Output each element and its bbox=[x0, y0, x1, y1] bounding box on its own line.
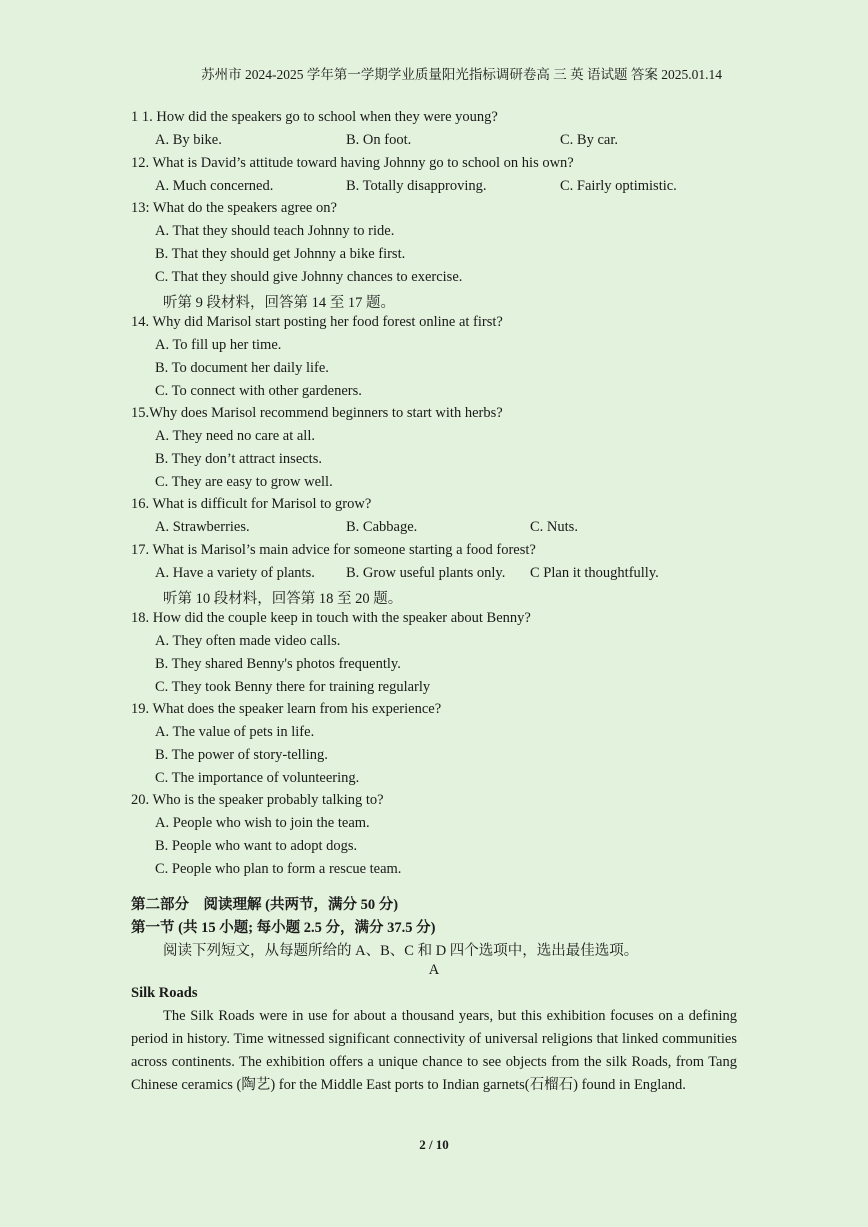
option: A. They need no care at all. bbox=[155, 428, 315, 444]
option: B. On foot. bbox=[346, 132, 412, 148]
option: B. They shared Benny's photos frequently. bbox=[155, 656, 401, 672]
option: B. The power of story-telling. bbox=[155, 747, 328, 763]
option: A. To fill up her time. bbox=[155, 337, 282, 353]
question-18: 18. How did the couple keep in touch with the speaker about Benny? bbox=[131, 610, 531, 626]
option: C. To connect with other gardeners. bbox=[155, 383, 362, 399]
reading-directions: 阅读下列短文，从每题所给的 A、B、C 和 D 四个选项中，选出最佳选项。 bbox=[163, 943, 639, 959]
passage-title: Silk Roads bbox=[131, 985, 198, 1001]
option: B. Grow useful plants only. bbox=[346, 565, 506, 581]
option: A. They often made video calls. bbox=[155, 633, 341, 649]
option: B. People who want to adopt dogs. bbox=[155, 838, 358, 854]
section1-title: 第一节 (共 15 小题; 每小题 2.5 分，满分 37.5 分) bbox=[131, 920, 436, 936]
question-20: 20. Who is the speaker probably talking to? bbox=[131, 792, 384, 808]
option: B. To document her daily life. bbox=[155, 360, 329, 376]
option: C. They took Benny there for training regularly bbox=[155, 679, 431, 695]
option: C. By car. bbox=[560, 132, 618, 148]
option: C. Nuts. bbox=[530, 519, 578, 535]
option: C Plan it thoughtfully. bbox=[530, 565, 659, 581]
question-11: 1 1. How did the speakers go to school when they were young? bbox=[131, 109, 498, 125]
option: C. People who plan to form a rescue team. bbox=[155, 861, 402, 877]
question-17: 17. What is Marisol’s main advice for someone starting a food forest? bbox=[131, 542, 536, 558]
question-13: 13: What do the speakers agree on? bbox=[131, 200, 337, 216]
option: A. Strawberries. bbox=[155, 519, 250, 535]
page-number: 2 / 10 bbox=[419, 1137, 449, 1152]
listening-instruction-9: 听第 9 段材料，回答第 14 至 17 题。 bbox=[163, 295, 395, 311]
option: B. They don’t attract insects. bbox=[155, 451, 322, 467]
option: B. That they should get Johnny a bike first. bbox=[155, 246, 406, 262]
option: C. The importance of volunteering. bbox=[155, 770, 360, 786]
question-12: 12. What is David’s attitude toward having Johnny go to school on his own? bbox=[131, 155, 574, 171]
passage-body bbox=[131, 1005, 737, 1097]
option: C. That they should give Johnny chances to exercise. bbox=[155, 269, 463, 285]
option: A. By bike. bbox=[155, 132, 222, 148]
option: A. People who wish to join the team. bbox=[155, 815, 370, 831]
option: A. Much concerned. bbox=[155, 178, 274, 194]
question-16: 16. What is difficult for Marisol to grow? bbox=[131, 496, 372, 512]
option: B. Cabbage. bbox=[346, 519, 418, 535]
question-19: 19. What does the speaker learn from his experience? bbox=[131, 701, 442, 717]
question-14: 14. Why did Marisol start posting her food forest online at first? bbox=[131, 314, 503, 330]
option: A. Have a variety of plants. bbox=[155, 565, 315, 581]
page-header: 苏州市 2024-2025 学年第一学期学业质量阳光指标调研卷高 三 英 语试题 答案 2025.01.14 bbox=[201, 67, 722, 82]
option: C. They are easy to grow well. bbox=[155, 474, 333, 490]
option: C. Fairly optimistic. bbox=[560, 178, 677, 194]
passage-label: A bbox=[428, 962, 440, 978]
passage-paragraph: The Silk Roads were in use for about a thousand years, but this exhibition focuses on a defining period in history. Time witnessed significant connectivity of universal religions that linked communities across continents. The exhibition offers a unique chance to see objects from the silk Roads, from Tang Chinese ceramics (陶艺) for the Middle East ports to Indian garnets(石榴石) found in England. bbox=[131, 1008, 737, 1093]
option: A. That they should teach Johnny to ride. bbox=[155, 223, 395, 239]
option: A. The value of pets in life. bbox=[155, 724, 315, 740]
question-15: 15.Why does Marisol recommend beginners to start with herbs? bbox=[131, 405, 503, 421]
part2-title: 第二部分 阅读理解 (共两节，满分 50 分) bbox=[131, 897, 399, 913]
listening-instruction-10: 听第 10 段材料，回答第 18 至 20 题。 bbox=[163, 591, 403, 607]
option: B. Totally disapproving. bbox=[346, 178, 487, 194]
